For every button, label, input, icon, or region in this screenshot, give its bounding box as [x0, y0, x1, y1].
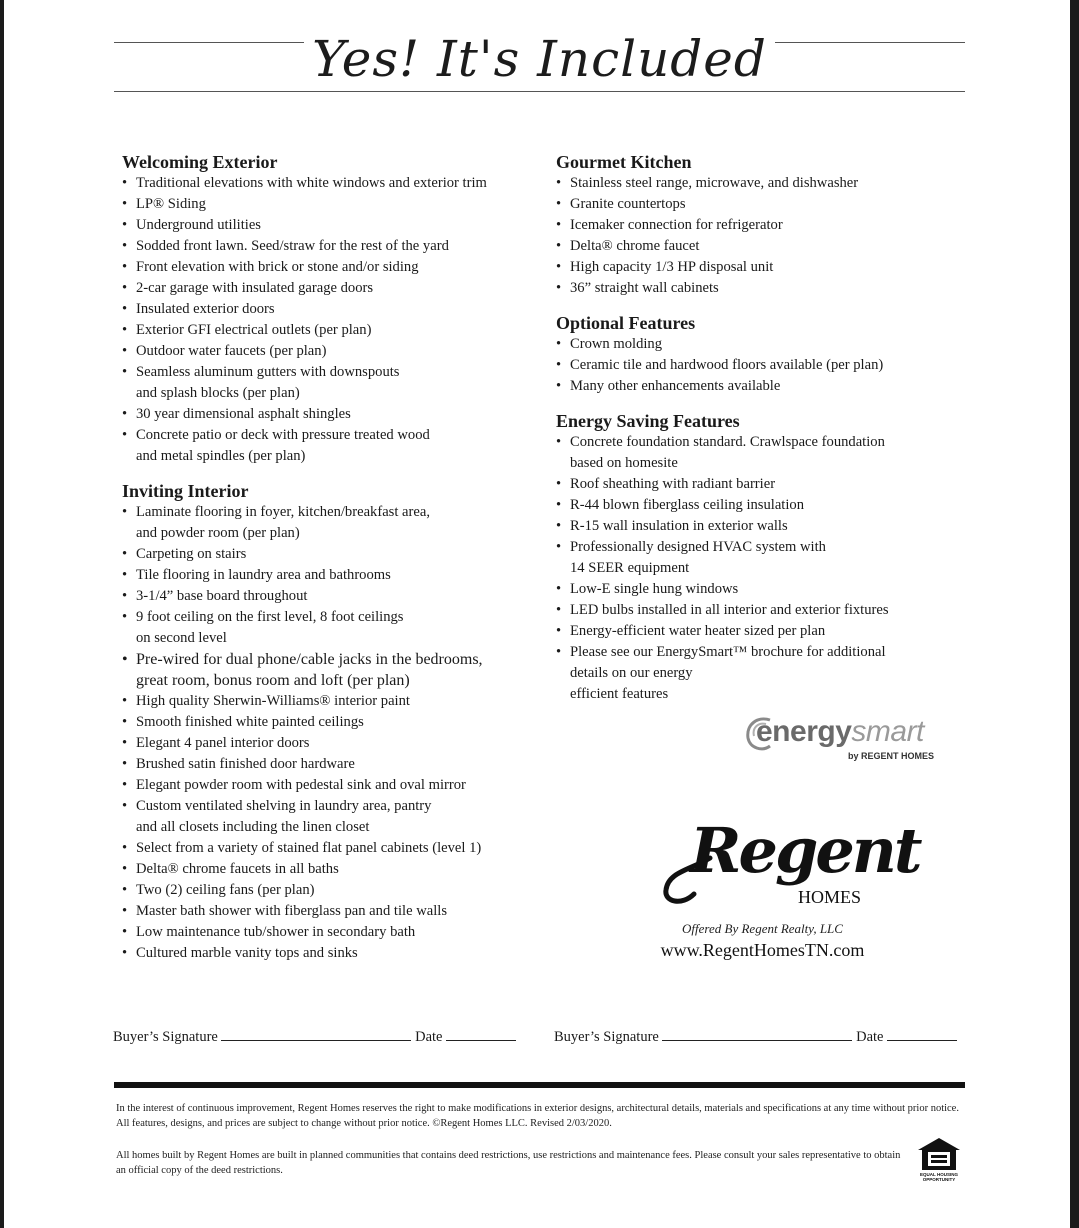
- feature-item-line: • Exterior GFI electrical outlets (per plan): [136, 322, 372, 338]
- feature-item: [556, 334, 986, 355]
- feature-item: [556, 173, 986, 194]
- feature-item-line: • LED bulbs installed in all interior and exterior fixtures: [570, 602, 889, 618]
- website-link[interactable]: www.RegentHomesTN.com: [660, 940, 865, 960]
- feature-item-line: and metal spindles (per plan): [136, 448, 306, 464]
- feature-item-line: • LP® Siding: [136, 196, 206, 212]
- feature-item-line: • 9 foot ceiling on the first level, 8 foot ceilings: [136, 609, 404, 625]
- feature-item-line: • R-44 blown fiberglass ceiling insulation: [570, 497, 805, 513]
- feature-item: [122, 257, 542, 278]
- feature-item-line: and splash blocks (per plan): [136, 385, 300, 401]
- feature-item-line: on second level: [136, 630, 227, 646]
- feature-item: [556, 642, 986, 705]
- buyer-signature-line[interactable]: [221, 1030, 411, 1041]
- feature-item-line: • Granite countertops: [570, 196, 686, 212]
- feature-item-line: efficient features: [570, 686, 669, 702]
- feature-item: [122, 733, 542, 754]
- feature-item-line: • Laminate flooring in foyer, kitchen/breakfast area,: [136, 504, 430, 520]
- equal-housing-text: EQUAL HOUSING OPPORTUNITY: [920, 1172, 958, 1182]
- feature-item: [122, 236, 542, 257]
- feature-section: [556, 150, 986, 299]
- feature-item-line: and powder room (per plan): [136, 525, 300, 541]
- section-heading: Gourmet Kitchen: [556, 152, 692, 172]
- feature-item-line: • 3-1/4” base board throughout: [136, 588, 308, 604]
- feature-item-line: • Stainless steel range, microwave, and dishwasher: [570, 175, 859, 191]
- feature-item: [556, 474, 986, 495]
- feature-section: [556, 311, 986, 397]
- feature-item: [556, 579, 986, 600]
- feature-item: [556, 194, 986, 215]
- feature-item: [556, 355, 986, 376]
- feature-item-line: • Cultured marble vanity tops and sinks: [136, 945, 358, 961]
- feature-item: [556, 376, 986, 397]
- feature-item: [122, 299, 542, 320]
- feature-item: [122, 607, 542, 649]
- footer-divider: [114, 1082, 965, 1088]
- section-heading: Welcoming Exterior: [122, 152, 278, 172]
- buyer-signature-label: Buyer’s Signature: [554, 1029, 659, 1045]
- feature-item-line: • 2-car garage with insulated garage doors: [136, 280, 374, 296]
- feature-item-line: • Front elevation with brick or stone and/or siding: [136, 259, 419, 275]
- feature-item-line: • Custom ventilated shelving in laundry area, pantry: [136, 798, 432, 814]
- disclaimer-deed-restrictions: All homes built by Regent Homes are built in planned communities that contains deed restrictions, use restrictions and maintenance fees. Please consult your sales representative to obtain an official copy of the deed restrictions.: [116, 1150, 901, 1176]
- feature-item-line: details on our energy: [570, 665, 693, 681]
- feature-item: [122, 838, 542, 859]
- feature-item-line: • Traditional elevations with white windows and exterior trim: [136, 175, 487, 191]
- feature-item: [556, 215, 986, 236]
- left-column: [122, 150, 542, 976]
- feature-item-line: and all closets including the linen closet: [136, 819, 370, 835]
- feature-item-line: • Icemaker connection for refrigerator: [570, 217, 783, 233]
- feature-item-line: • Two (2) ceiling fans (per plan): [136, 882, 315, 898]
- feature-item: [556, 600, 986, 621]
- feature-item: [122, 341, 542, 362]
- regent-homes-logo: [660, 814, 920, 920]
- feature-item-line: • High capacity 1/3 HP disposal unit: [570, 259, 774, 275]
- feature-item: [122, 586, 542, 607]
- feature-item-line: great room, bonus room and loft (per plan): [136, 672, 410, 689]
- offered-by-text: Offered By Regent Realty, LLC: [682, 921, 843, 936]
- feature-item-line: • Delta® chrome faucet: [570, 238, 700, 254]
- feature-item: [122, 649, 542, 691]
- feature-item-line: • Underground utilities: [136, 217, 261, 233]
- feature-item-line: • Many other enhancements available: [570, 378, 781, 394]
- feature-item-line: • Elegant 4 panel interior doors: [136, 735, 310, 751]
- disclaimer-improvement: In the interest of continuous improvement, Regent Homes reserves the right to make modifications in exterior designs, architectural details, materials and specifications at any time without prior notice. All features, designs, and prices are subject to change without prior notice. ©Regent Homes LLC. Revised 2/03/2020.: [116, 1103, 959, 1129]
- feature-item: [122, 775, 542, 796]
- feature-item: [122, 362, 542, 404]
- feature-item: [122, 754, 542, 775]
- equal-housing-logo: [914, 1136, 964, 1184]
- energy-wordmark: energysmart: [756, 715, 924, 748]
- feature-item-line: • Delta® chrome faucets in all baths: [136, 861, 339, 877]
- feature-item-line: • High quality Sherwin-Williams® interior paint: [136, 693, 410, 709]
- section-heading: Optional Features: [556, 313, 696, 333]
- feature-item-line: • Elegant powder room with pedestal sink and oval mirror: [136, 777, 466, 793]
- feature-item: [122, 943, 542, 964]
- feature-item-line: • Select from a variety of stained flat panel cabinets (level 1): [136, 840, 482, 856]
- feature-item-line: • Professionally designed HVAC system with: [570, 539, 826, 555]
- right-page-edge: [1070, 0, 1079, 1228]
- feature-item-line: • Crown molding: [570, 336, 663, 352]
- feature-item-line: • Pre-wired for dual phone/cable jacks in the bedrooms,: [136, 651, 483, 668]
- buyer-signature-1: [113, 1029, 516, 1046]
- feature-item-line: • Seamless aluminum gutters with downspouts: [136, 364, 400, 380]
- feature-item: [122, 278, 542, 299]
- feature-item: [556, 278, 986, 299]
- feature-item: [122, 173, 542, 194]
- feature-item: [122, 404, 542, 425]
- feature-item: [122, 320, 542, 341]
- energy-byline: by REGENT HOMES: [847, 751, 934, 761]
- feature-item: [122, 922, 542, 943]
- feature-list: [122, 502, 542, 964]
- feature-item: [122, 901, 542, 922]
- feature-section: [556, 409, 986, 705]
- regent-homes-label: HOMES: [798, 887, 862, 907]
- feature-item-line: • Carpeting on stairs: [136, 546, 247, 562]
- right-column: [556, 150, 986, 717]
- feature-item: [122, 215, 542, 236]
- feature-item: [122, 565, 542, 586]
- date-line[interactable]: [887, 1030, 957, 1041]
- regent-wordmark: Regent: [690, 814, 920, 887]
- left-page-edge: [0, 0, 4, 1228]
- feature-item: [556, 621, 986, 642]
- feature-item: [556, 257, 986, 278]
- feature-item: [122, 544, 542, 565]
- feature-item-line: • Ceramic tile and hardwood floors available (per plan): [570, 357, 884, 373]
- feature-item-line: • 30 year dimensional asphalt shingles: [136, 406, 351, 422]
- feature-item-line: • Please see our EnergySmart™ brochure for additional: [570, 644, 886, 660]
- feature-item-line: • Low-E single hung windows: [570, 581, 739, 597]
- feature-item: [556, 537, 986, 579]
- buyer-signature-label: Buyer’s Signature: [113, 1029, 218, 1045]
- feature-item-line: • Energy-efficient water heater sized per plan: [570, 623, 826, 639]
- feature-item: [122, 796, 542, 838]
- feature-item-line: based on homesite: [570, 455, 678, 471]
- feature-item-line: • Roof sheathing with radiant barrier: [570, 476, 776, 492]
- feature-section: [122, 479, 542, 964]
- equal-housing-house-icon: [914, 1136, 964, 1172]
- feature-item: [122, 691, 542, 712]
- feature-item: [556, 495, 986, 516]
- feature-section: [122, 150, 542, 467]
- feature-item-line: • Outdoor water faucets (per plan): [136, 343, 327, 359]
- feature-list: [556, 173, 986, 299]
- feature-item-line: • 36” straight wall cabinets: [570, 280, 719, 296]
- date-line[interactable]: [446, 1030, 516, 1041]
- feature-item: [122, 502, 542, 544]
- feature-item-line: • Sodded front lawn. Seed/straw for the rest of the yard: [136, 238, 449, 254]
- feature-item: [122, 880, 542, 901]
- buyer-signature-2: [554, 1029, 957, 1046]
- feature-item-line: • Concrete patio or deck with pressure treated wood: [136, 427, 430, 443]
- feature-list: [556, 432, 986, 705]
- feature-item: [122, 859, 542, 880]
- energysmart-logo: [740, 712, 940, 764]
- feature-item-line: 14 SEER equipment: [570, 560, 690, 576]
- feature-item: [122, 194, 542, 215]
- feature-item-line: • Brushed satin finished door hardware: [136, 756, 355, 772]
- feature-list: [122, 173, 542, 467]
- page-title: [0, 24, 1079, 94]
- feature-list: [556, 334, 986, 397]
- feature-item: [556, 432, 986, 474]
- feature-item-line: • Master bath shower with fiberglass pan and tile walls: [136, 903, 447, 919]
- feature-item: [122, 712, 542, 733]
- feature-item-line: • Low maintenance tub/shower in secondary bath: [136, 924, 416, 940]
- buyer-signature-line[interactable]: [662, 1030, 852, 1041]
- feature-item: [122, 425, 542, 467]
- feature-item-line: • Smooth finished white painted ceilings: [136, 714, 364, 730]
- section-heading: Inviting Interior: [122, 481, 249, 501]
- feature-item: [556, 236, 986, 257]
- date-label: Date: [415, 1029, 443, 1045]
- feature-item-line: • Tile flooring in laundry area and bathrooms: [136, 567, 391, 583]
- section-heading: Energy Saving Features: [556, 411, 740, 431]
- date-label: Date: [856, 1029, 884, 1045]
- feature-item: [556, 516, 986, 537]
- feature-item-line: • R-15 wall insulation in exterior walls: [570, 518, 788, 534]
- feature-item-line: • Insulated exterior doors: [136, 301, 275, 317]
- page-title-text: Yes! It's Included: [304, 30, 775, 88]
- feature-item-line: • Concrete foundation standard. Crawlspace foundation: [570, 434, 885, 450]
